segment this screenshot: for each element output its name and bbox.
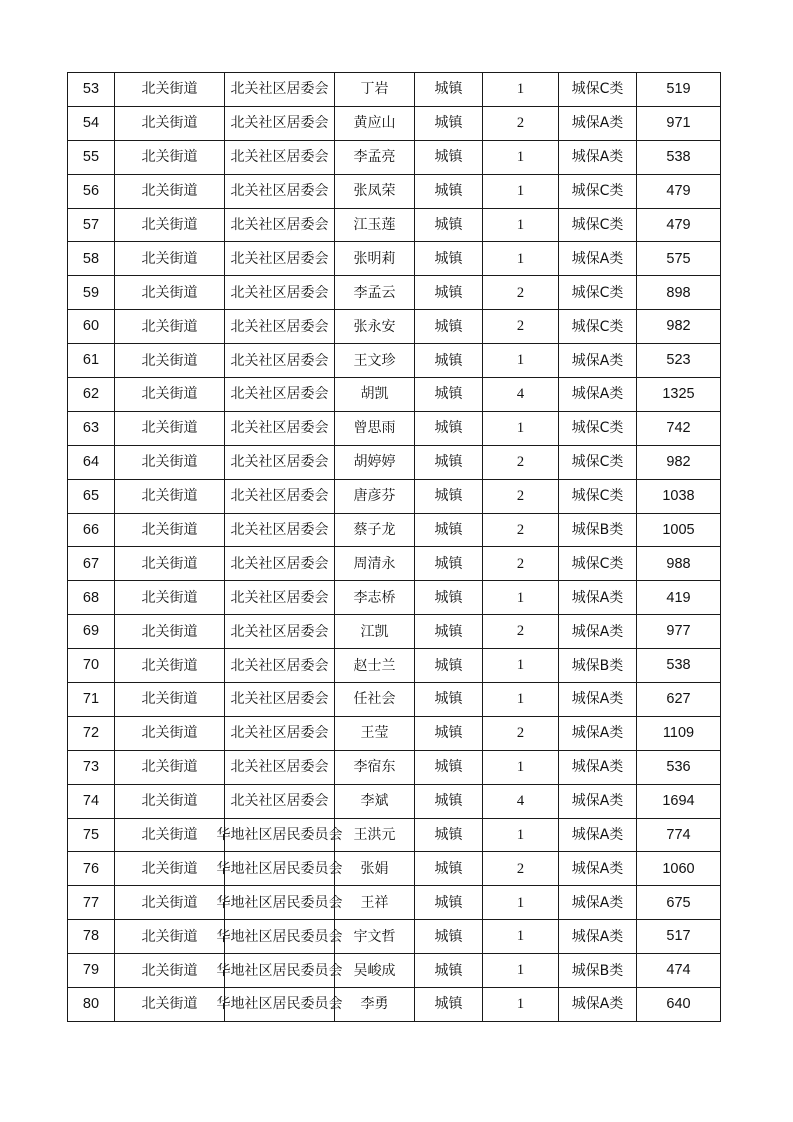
row-number-cell: 71: [68, 683, 115, 717]
community-cell: [216, 988, 343, 1022]
street-cell: 北关街道: [115, 954, 225, 988]
amount-cell: 575: [637, 242, 721, 276]
row-number-cell: 73: [68, 750, 115, 784]
person-name-cell: 李孟亮: [335, 140, 415, 174]
community-cell: 北关社区居委会: [225, 547, 335, 581]
table-row: [68, 852, 721, 886]
amount-cell: 519: [637, 73, 721, 107]
table-row: [68, 716, 721, 750]
street-cell: 北关街道: [115, 581, 225, 615]
amount-cell: 523: [637, 344, 721, 378]
category-cell: 城保C类: [559, 73, 637, 107]
table-row: [68, 411, 721, 445]
person-name-cell: 江玉莲: [335, 208, 415, 242]
community-cell: 北关社区居委会: [225, 378, 335, 412]
street-cell: 北关街道: [115, 344, 225, 378]
community-cell: 北关社区居委会: [225, 716, 335, 750]
table-row: [68, 954, 721, 988]
person-name-cell: 王洪元: [335, 818, 415, 852]
category-cell: 城保A类: [559, 242, 637, 276]
community-cell: [216, 954, 343, 988]
community-cell: 北关社区居委会: [225, 310, 335, 344]
row-number-cell: 57: [68, 208, 115, 242]
category-cell: 城保A类: [559, 750, 637, 784]
table-row: [68, 174, 721, 208]
community-label: 华地社区居民委员会: [216, 928, 343, 945]
household-type-cell: 城镇: [415, 344, 483, 378]
category-cell: 城保A类: [559, 140, 637, 174]
household-type-cell: 城镇: [415, 750, 483, 784]
table-row: [68, 547, 721, 581]
category-cell: 城保A类: [559, 886, 637, 920]
person-name-cell: 丁岩: [335, 73, 415, 107]
community-cell: 北关社区居委会: [225, 106, 335, 140]
amount-cell: 538: [637, 140, 721, 174]
category-cell: 城保A类: [559, 988, 637, 1022]
persons-count-cell: 1: [483, 73, 559, 107]
row-number-cell: 74: [68, 784, 115, 818]
amount-cell: 1694: [637, 784, 721, 818]
street-cell: 北关街道: [115, 615, 225, 649]
amount-cell: 977: [637, 615, 721, 649]
person-name-cell: 吴峻成: [335, 954, 415, 988]
person-name-cell: 张凤荣: [335, 174, 415, 208]
community-cell: 北关社区居委会: [225, 445, 335, 479]
person-name-cell: 任社会: [335, 683, 415, 717]
street-cell: 北关街道: [115, 378, 225, 412]
street-cell: 北关街道: [115, 886, 225, 920]
table-row: [68, 73, 721, 107]
table-row: [68, 479, 721, 513]
street-cell: 北关街道: [115, 784, 225, 818]
amount-cell: 479: [637, 174, 721, 208]
row-number-cell: 65: [68, 479, 115, 513]
community-cell: [216, 920, 343, 954]
street-cell: 北关街道: [115, 411, 225, 445]
persons-count-cell: 1: [483, 886, 559, 920]
category-cell: 城保A类: [559, 852, 637, 886]
community-cell: 北关社区居委会: [225, 411, 335, 445]
street-cell: 北关街道: [115, 513, 225, 547]
community-cell: [216, 886, 343, 920]
row-number-cell: 67: [68, 547, 115, 581]
street-cell: 北关街道: [115, 242, 225, 276]
street-cell: 北关街道: [115, 683, 225, 717]
persons-count-cell: 1: [483, 683, 559, 717]
person-name-cell: 李志桥: [335, 581, 415, 615]
persons-count-cell: 2: [483, 547, 559, 581]
category-cell: 城保C类: [559, 276, 637, 310]
table-row: [68, 378, 721, 412]
category-cell: 城保C类: [559, 208, 637, 242]
street-cell: 北关街道: [115, 73, 225, 107]
street-cell: 北关街道: [115, 547, 225, 581]
person-name-cell: 李宿东: [335, 750, 415, 784]
community-cell: 北关社区居委会: [225, 140, 335, 174]
category-cell: 城保B类: [559, 649, 637, 683]
category-cell: 城保A类: [559, 818, 637, 852]
table-row: [68, 344, 721, 378]
person-name-cell: 李斌: [335, 784, 415, 818]
amount-cell: 627: [637, 683, 721, 717]
row-number-cell: 62: [68, 378, 115, 412]
amount-cell: 1325: [637, 378, 721, 412]
community-label: 华地社区居民委员会: [216, 860, 343, 877]
community-cell: 北关社区居委会: [225, 513, 335, 547]
household-type-cell: 城镇: [415, 106, 483, 140]
household-type-cell: 城镇: [415, 649, 483, 683]
amount-cell: 742: [637, 411, 721, 445]
row-number-cell: 75: [68, 818, 115, 852]
row-number-cell: 76: [68, 852, 115, 886]
household-type-cell: 城镇: [415, 954, 483, 988]
amount-cell: 982: [637, 445, 721, 479]
row-number-cell: 69: [68, 615, 115, 649]
row-number-cell: 77: [68, 886, 115, 920]
household-type-cell: 城镇: [415, 140, 483, 174]
persons-count-cell: 1: [483, 954, 559, 988]
street-cell: 北关街道: [115, 310, 225, 344]
household-type-cell: 城镇: [415, 988, 483, 1022]
row-number-cell: 63: [68, 411, 115, 445]
row-number-cell: 78: [68, 920, 115, 954]
category-cell: 城保A类: [559, 615, 637, 649]
table-row: [68, 886, 721, 920]
community-cell: 北关社区居委会: [225, 208, 335, 242]
row-number-cell: 70: [68, 649, 115, 683]
amount-cell: 1005: [637, 513, 721, 547]
person-name-cell: 王莹: [335, 716, 415, 750]
persons-count-cell: 2: [483, 310, 559, 344]
persons-count-cell: 2: [483, 445, 559, 479]
table-row: [68, 784, 721, 818]
persons-count-cell: 1: [483, 750, 559, 784]
household-type-cell: 城镇: [415, 852, 483, 886]
row-number-cell: 80: [68, 988, 115, 1022]
row-number-cell: 68: [68, 581, 115, 615]
person-name-cell: 唐彦芬: [335, 479, 415, 513]
community-label: 华地社区居民委员会: [216, 996, 343, 1013]
category-cell: 城保C类: [559, 411, 637, 445]
category-cell: 城保A类: [559, 581, 637, 615]
table-row: [68, 818, 721, 852]
household-type-cell: 城镇: [415, 445, 483, 479]
category-cell: 城保C类: [559, 547, 637, 581]
person-name-cell: 蔡子龙: [335, 513, 415, 547]
amount-cell: 419: [637, 581, 721, 615]
person-name-cell: 王祥: [335, 886, 415, 920]
street-cell: 北关街道: [115, 716, 225, 750]
assistance-roster-table: [67, 72, 721, 1022]
community-cell: 北关社区居委会: [225, 174, 335, 208]
community-cell: 北关社区居委会: [225, 276, 335, 310]
table-row: [68, 208, 721, 242]
amount-cell: 538: [637, 649, 721, 683]
household-type-cell: 城镇: [415, 73, 483, 107]
street-cell: 北关街道: [115, 479, 225, 513]
table-row: [68, 988, 721, 1022]
community-label: 华地社区居民委员会: [216, 894, 343, 911]
household-type-cell: 城镇: [415, 378, 483, 412]
table-row: [68, 750, 721, 784]
row-number-cell: 55: [68, 140, 115, 174]
persons-count-cell: 1: [483, 649, 559, 683]
street-cell: 北关街道: [115, 852, 225, 886]
person-name-cell: 江凯: [335, 615, 415, 649]
persons-count-cell: 2: [483, 513, 559, 547]
category-cell: 城保A类: [559, 716, 637, 750]
household-type-cell: 城镇: [415, 513, 483, 547]
table-row: [68, 310, 721, 344]
persons-count-cell: 2: [483, 716, 559, 750]
category-cell: 城保C类: [559, 445, 637, 479]
community-label: 华地社区居民委员会: [216, 962, 343, 979]
household-type-cell: 城镇: [415, 818, 483, 852]
row-number-cell: 72: [68, 716, 115, 750]
amount-cell: 1060: [637, 852, 721, 886]
person-name-cell: 李孟云: [335, 276, 415, 310]
amount-cell: 517: [637, 920, 721, 954]
category-cell: 城保A类: [559, 784, 637, 818]
amount-cell: 536: [637, 750, 721, 784]
household-type-cell: 城镇: [415, 683, 483, 717]
row-number-cell: 59: [68, 276, 115, 310]
household-type-cell: 城镇: [415, 276, 483, 310]
amount-cell: 898: [637, 276, 721, 310]
community-cell: 北关社区居委会: [225, 242, 335, 276]
person-name-cell: 张永安: [335, 310, 415, 344]
category-cell: 城保A类: [559, 683, 637, 717]
persons-count-cell: 1: [483, 344, 559, 378]
household-type-cell: 城镇: [415, 716, 483, 750]
person-name-cell: 胡凯: [335, 378, 415, 412]
community-cell: 北关社区居委会: [225, 581, 335, 615]
household-type-cell: 城镇: [415, 547, 483, 581]
persons-count-cell: 4: [483, 784, 559, 818]
row-number-cell: 61: [68, 344, 115, 378]
table-row: [68, 581, 721, 615]
category-cell: 城保C类: [559, 310, 637, 344]
table-row: [68, 683, 721, 717]
table-row: [68, 140, 721, 174]
table-row: [68, 445, 721, 479]
household-type-cell: 城镇: [415, 174, 483, 208]
community-label: 华地社区居民委员会: [216, 827, 343, 844]
community-cell: 北关社区居委会: [225, 750, 335, 784]
street-cell: 北关街道: [115, 174, 225, 208]
category-cell: 城保C类: [559, 479, 637, 513]
persons-count-cell: 2: [483, 852, 559, 886]
community-cell: 北关社区居委会: [225, 683, 335, 717]
row-number-cell: 58: [68, 242, 115, 276]
persons-count-cell: 1: [483, 140, 559, 174]
table-row: [68, 615, 721, 649]
amount-cell: 479: [637, 208, 721, 242]
household-type-cell: 城镇: [415, 479, 483, 513]
row-number-cell: 79: [68, 954, 115, 988]
street-cell: 北关街道: [115, 818, 225, 852]
row-number-cell: 60: [68, 310, 115, 344]
table-row: [68, 242, 721, 276]
street-cell: 北关街道: [115, 920, 225, 954]
persons-count-cell: 1: [483, 208, 559, 242]
category-cell: 城保A类: [559, 920, 637, 954]
person-name-cell: 张娟: [335, 852, 415, 886]
amount-cell: 982: [637, 310, 721, 344]
category-cell: 城保B类: [559, 954, 637, 988]
street-cell: 北关街道: [115, 445, 225, 479]
person-name-cell: 胡婷婷: [335, 445, 415, 479]
amount-cell: 971: [637, 106, 721, 140]
persons-count-cell: 1: [483, 581, 559, 615]
category-cell: 城保A类: [559, 378, 637, 412]
category-cell: 城保A类: [559, 344, 637, 378]
amount-cell: 474: [637, 954, 721, 988]
household-type-cell: 城镇: [415, 208, 483, 242]
community-cell: [216, 852, 343, 886]
amount-cell: 1038: [637, 479, 721, 513]
household-type-cell: 城镇: [415, 411, 483, 445]
amount-cell: 1109: [637, 716, 721, 750]
amount-cell: 640: [637, 988, 721, 1022]
persons-count-cell: 2: [483, 106, 559, 140]
row-number-cell: 66: [68, 513, 115, 547]
persons-count-cell: 1: [483, 174, 559, 208]
row-number-cell: 64: [68, 445, 115, 479]
person-name-cell: 张明莉: [335, 242, 415, 276]
street-cell: 北关街道: [115, 106, 225, 140]
household-type-cell: 城镇: [415, 581, 483, 615]
row-number-cell: 54: [68, 106, 115, 140]
street-cell: 北关街道: [115, 140, 225, 174]
persons-count-cell: 1: [483, 988, 559, 1022]
community-cell: [216, 818, 343, 852]
amount-cell: 675: [637, 886, 721, 920]
community-cell: 北关社区居委会: [225, 649, 335, 683]
person-name-cell: 曾思雨: [335, 411, 415, 445]
table-row: [68, 649, 721, 683]
table-body: [68, 73, 721, 1022]
community-cell: 北关社区居委会: [225, 615, 335, 649]
household-type-cell: 城镇: [415, 242, 483, 276]
person-name-cell: 李勇: [335, 988, 415, 1022]
amount-cell: 988: [637, 547, 721, 581]
household-type-cell: 城镇: [415, 886, 483, 920]
persons-count-cell: 1: [483, 411, 559, 445]
person-name-cell: 王文珍: [335, 344, 415, 378]
community-cell: 北关社区居委会: [225, 73, 335, 107]
persons-count-cell: 1: [483, 242, 559, 276]
persons-count-cell: 2: [483, 276, 559, 310]
household-type-cell: 城镇: [415, 310, 483, 344]
street-cell: 北关街道: [115, 649, 225, 683]
persons-count-cell: 4: [483, 378, 559, 412]
community-cell: 北关社区居委会: [225, 344, 335, 378]
row-number-cell: 56: [68, 174, 115, 208]
person-name-cell: 宇文哲: [335, 920, 415, 954]
household-type-cell: 城镇: [415, 920, 483, 954]
persons-count-cell: 2: [483, 479, 559, 513]
street-cell: 北关街道: [115, 276, 225, 310]
table-row: [68, 106, 721, 140]
persons-count-cell: 1: [483, 818, 559, 852]
person-name-cell: 周清永: [335, 547, 415, 581]
household-type-cell: 城镇: [415, 615, 483, 649]
category-cell: 城保B类: [559, 513, 637, 547]
street-cell: 北关街道: [115, 208, 225, 242]
community-cell: 北关社区居委会: [225, 479, 335, 513]
persons-count-cell: 2: [483, 615, 559, 649]
street-cell: 北关街道: [115, 750, 225, 784]
table-row: [68, 276, 721, 310]
street-cell: 北关街道: [115, 988, 225, 1022]
table-row: [68, 920, 721, 954]
category-cell: 城保C类: [559, 174, 637, 208]
persons-count-cell: 1: [483, 920, 559, 954]
community-cell: 北关社区居委会: [225, 784, 335, 818]
category-cell: 城保A类: [559, 106, 637, 140]
person-name-cell: 赵士兰: [335, 649, 415, 683]
household-type-cell: 城镇: [415, 784, 483, 818]
row-number-cell: 53: [68, 73, 115, 107]
amount-cell: 774: [637, 818, 721, 852]
person-name-cell: 黄应山: [335, 106, 415, 140]
table-row: [68, 513, 721, 547]
